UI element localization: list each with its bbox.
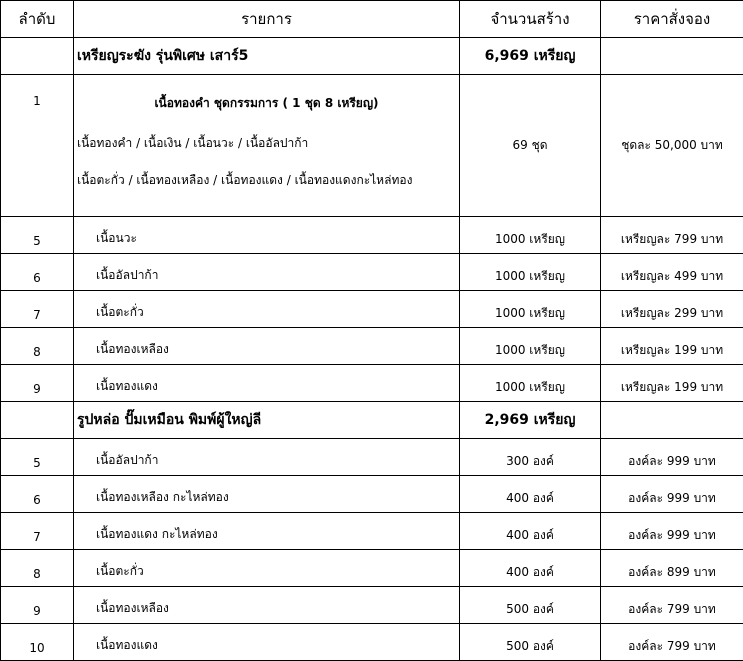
row-qty: 400 องค์ [460, 476, 601, 513]
table-row [1, 476, 743, 513]
row-no: 7 [1, 513, 74, 550]
row-qty: 400 องค์ [460, 513, 601, 550]
table-row [1, 587, 743, 624]
row-price: เหรียญละ 299 บาท [601, 291, 743, 328]
table-row [1, 217, 743, 254]
row-price: องค์ละ 999 บาท [601, 513, 743, 550]
row-no: 6 [1, 254, 74, 291]
set-subtitle: เนื้อทองคำ ชุดกรรมการ ( 1 ชุด 8 เหรียญ) [74, 75, 459, 133]
row-item: เนื้อทองเหลือง [74, 587, 460, 624]
group-no-empty [1, 402, 74, 439]
row-no: 8 [1, 550, 74, 587]
row-no: 9 [1, 365, 74, 402]
row-qty: 1000 เหรียญ [460, 254, 601, 291]
row-qty: 300 องค์ [460, 439, 601, 476]
row-item: เนื้อทองแดง กะไหล่ทอง [74, 513, 460, 550]
row-no: 1 [1, 75, 74, 217]
row-qty: 500 องค์ [460, 624, 601, 661]
row-item: เนื้อทองเหลือง กะไหล่ทอง [74, 476, 460, 513]
row-price: ชุดละ 50,000 บาท [601, 75, 743, 217]
header-price: ราคาสั่งจอง [601, 1, 743, 38]
row-qty: 1000 เหรียญ [460, 365, 601, 402]
row-qty: 1000 เหรียญ [460, 328, 601, 365]
header-row [1, 1, 743, 38]
row-price: เหรียญละ 499 บาท [601, 254, 743, 291]
row-qty: 1000 เหรียญ [460, 291, 601, 328]
row-item: เนื้อตะกั่ว [74, 550, 460, 587]
row-item: เนื้อทองแดง [74, 624, 460, 661]
group-title: เหรียญระฆัง รุ่นพิเศษ เสาร์5 [74, 38, 460, 75]
row-no: 6 [1, 476, 74, 513]
table-row [1, 291, 743, 328]
group-title: รูปหล่อ ปั๊มเหมือน พิมพ์ผู้ใหญ่ลี [74, 402, 460, 439]
group-row [1, 38, 743, 75]
header-item: รายการ [74, 1, 460, 38]
set-materials-line-2: เนื้อตะกั่ว / เนื้อทองเหลือง / เนื้อทองแดง / เนื้อทองแดงกะไหล่ทอง [74, 170, 459, 207]
row-qty: 500 องค์ [460, 587, 601, 624]
table-row [1, 439, 743, 476]
set-row [1, 75, 743, 217]
row-no: 5 [1, 217, 74, 254]
row-item: เนื้อนวะ [74, 217, 460, 254]
row-item: เนื้อทองเหลือง [74, 328, 460, 365]
row-no: 9 [1, 587, 74, 624]
row-price: เหรียญละ 799 บาท [601, 217, 743, 254]
row-price: องค์ละ 799 บาท [601, 624, 743, 661]
group-no-empty [1, 38, 74, 75]
row-qty: 1000 เหรียญ [460, 217, 601, 254]
row-qty: 69 ชุด [460, 75, 601, 217]
table-row [1, 254, 743, 291]
row-item: เนื้อตะกั่ว [74, 291, 460, 328]
row-item: เนื้อทองแดง [74, 365, 460, 402]
group-qty: 2,969 เหรียญ [460, 402, 601, 439]
table-row [1, 328, 743, 365]
group2-rows [1, 439, 743, 661]
table-row [1, 624, 743, 661]
group-row [1, 402, 743, 439]
group-price-empty [601, 38, 743, 75]
row-no: 7 [1, 291, 74, 328]
header-no: ลำดับ [1, 1, 74, 38]
row-price: เหรียญละ 199 บาท [601, 328, 743, 365]
set-description [74, 75, 460, 217]
table-row [1, 365, 743, 402]
row-price: องค์ละ 999 บาท [601, 439, 743, 476]
group-price-empty [601, 402, 743, 439]
row-price: เหรียญละ 199 บาท [601, 365, 743, 402]
row-no: 8 [1, 328, 74, 365]
row-no: 5 [1, 439, 74, 476]
row-price: องค์ละ 999 บาท [601, 476, 743, 513]
group1-rows [1, 217, 743, 402]
row-item: เนื้ออัลปาก้า [74, 254, 460, 291]
group-qty: 6,969 เหรียญ [460, 38, 601, 75]
row-no: 10 [1, 624, 74, 661]
row-qty: 400 องค์ [460, 550, 601, 587]
header-qty: จำนวนสร้าง [460, 1, 601, 38]
row-price: องค์ละ 799 บาท [601, 587, 743, 624]
table-row [1, 513, 743, 550]
set-materials-line-1: เนื้อทองคำ / เนื้อเงิน / เนื้อนวะ / เนื้ออัลปาก้า [74, 133, 459, 170]
row-price: องค์ละ 899 บาท [601, 550, 743, 587]
table-row [1, 550, 743, 587]
row-item: เนื้ออัลปาก้า [74, 439, 460, 476]
